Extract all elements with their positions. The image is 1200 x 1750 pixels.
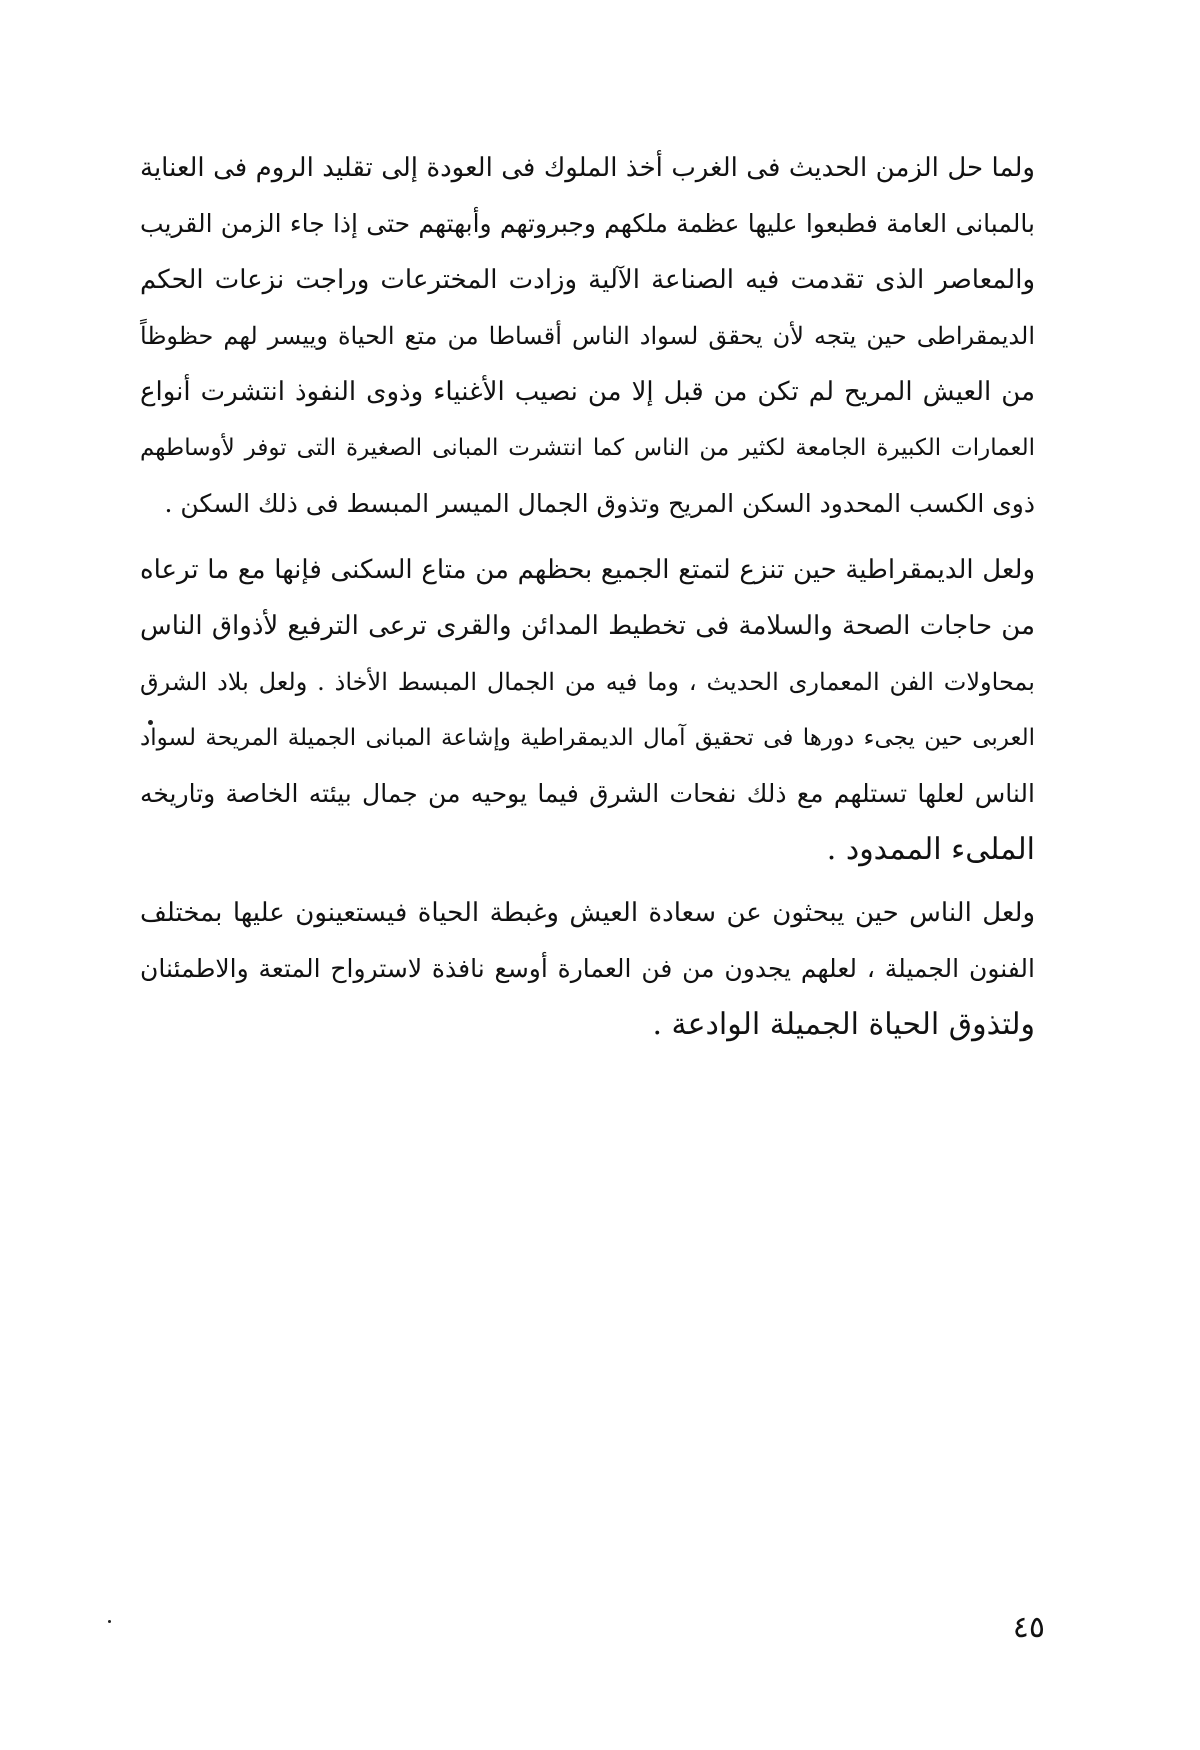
paragraph-3-text — [140, 885, 1035, 1053]
paragraph-2-line-1: ولعل الديمقراطية حين تنزع لتمتع الجميع بحظهم من متاع السكنى فإنها مع ما ترعاه — [140, 555, 1035, 585]
paragraph-2-line-4: العربى حين يجىء دورها فى تحقيق آمال الديمقراطية وإشاعة المبانى الجميلة المريحة لسواد — [140, 725, 1035, 751]
paragraph-1-line-6: العمارات الكبيرة الجامعة لكثير من الناس كما انتشرت المبانى الصغيرة التى توفر لأوساطهم — [140, 435, 1035, 461]
paragraph-1-line-4: الديمقراطى حين يتجه لأن يحقق لسواد الناس أقساطا من متع الحياة وييسر لهم حظوظاً — [140, 322, 1036, 350]
paragraph-2 — [140, 542, 1035, 878]
paragraph-1-line-3: والمعاصر الذى تقدمت فيه الصناعة الآلية وزادت المخترعات وراجت نزعات الحكم — [140, 265, 1035, 295]
paragraph-2-line-6: الملىء الممدود . — [826, 832, 1035, 867]
scan-speck — [108, 1620, 111, 1623]
paragraph-3-line-2: الفنون الجميلة ، لعلهم يجدون من فن العمارة أوسع نافذة لاسترواح المتعة والاطمئنان — [140, 954, 1035, 983]
paragraph-2-line-5: الناس لعلها تستلهم مع ذلك نفحات الشرق فيما يوحيه من جمال بيئته الخاصة وتاريخه — [140, 779, 1035, 808]
paragraph-2-text — [140, 542, 1035, 878]
paragraph-3-line-1: ولعل الناس حين يبحثون عن سعادة العيش وغبطة الحياة فيستعينون عليها بمختلف — [140, 898, 1035, 928]
paragraph-2-line-3: بمحاولات الفن المعمارى الحديث ، وما فيه من الجمال المبسط الأخاذ . ولعل بلاد الشرق — [140, 668, 1035, 696]
paragraph-1-line-7: ذوى الكسب المحدود السكن المريح وتذوق الجمال الميسر المبسط فى ذلك السكن . — [164, 489, 1035, 518]
paragraph-2-line-2: من حاجات الصحة والسلامة فى تخطيط المدائن والقرى ترعى الترفيع لأذواق الناس — [140, 611, 1035, 641]
paragraph-1 — [140, 140, 1035, 532]
scan-speck — [148, 720, 153, 725]
paragraph-1-line-2: بالمبانى العامة فطبعوا عليها عظمة ملكهم وجبروتهم وأبهتهم حتى إذا جاء الزمن القريب — [140, 209, 1035, 238]
page-number: ٤٥ — [1012, 1610, 1045, 1645]
paragraph-3-line-3: ولتذوق الحياة الجميلة الوادعة . — [652, 1007, 1035, 1042]
paragraph-3 — [140, 885, 1035, 1053]
paragraph-1-line-1: ولما حل الزمن الحديث فى الغرب أخذ الملوك فى العودة إلى تقليد الروم فى العناية — [140, 153, 1035, 183]
paragraph-1-text — [140, 140, 1035, 532]
paragraph-1-line-5: من العيش المريح لم تكن من قبل إلا من نصيب الأغنياء وذوى النفوذ انتشرت أنواع — [140, 377, 1035, 407]
